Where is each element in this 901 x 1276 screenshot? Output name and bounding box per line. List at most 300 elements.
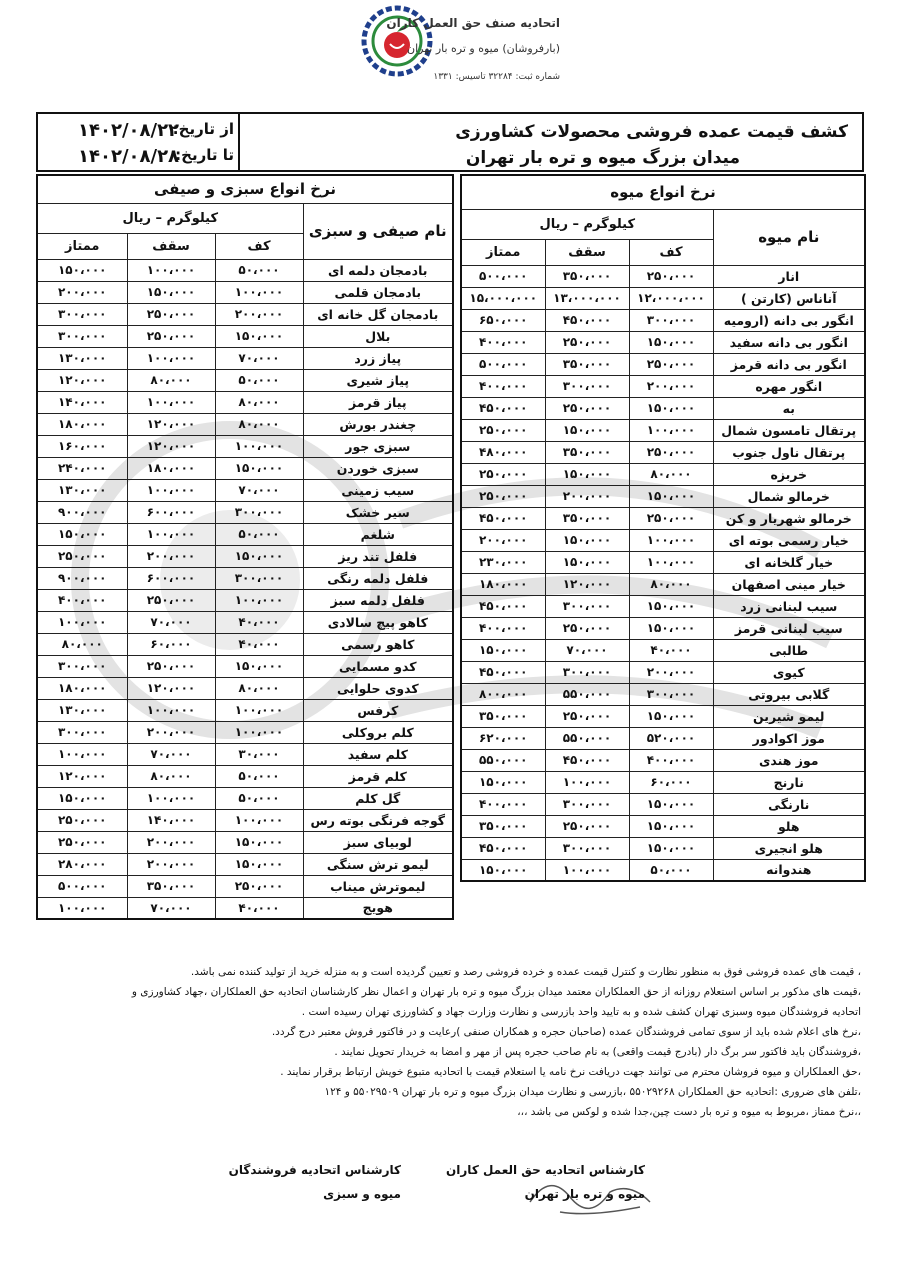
veg-price-max: ۲۵۰،۰۰۰ (127, 303, 215, 325)
fruit-row (461, 397, 865, 419)
veg-row (37, 655, 453, 677)
veg-price-max: ۱۰۰،۰۰۰ (127, 699, 215, 721)
fruit-price-max: ۲۵۰،۰۰۰ (545, 705, 629, 727)
veg-row (37, 281, 453, 303)
fruit-price-premium: ۱۵،۰۰۰،۰۰۰ (461, 287, 545, 309)
veg-price-max: ۶۰،۰۰۰ (127, 633, 215, 655)
fruit-price-min: ۴۰،۰۰۰ (629, 639, 713, 661)
fruit-item-name: انگور بی دانه سفید (713, 331, 865, 353)
veg-price-min: ۵۰،۰۰۰ (215, 523, 303, 545)
fruit-price-min: ۲۵۰،۰۰۰ (629, 441, 713, 463)
fruit-row (461, 419, 865, 441)
veg-col-premium: ممتاز (37, 233, 127, 259)
veg-item-name: هویج (303, 897, 453, 919)
veg-price-min: ۳۰۰،۰۰۰ (215, 501, 303, 523)
fruit-price-max: ۱۰۰،۰۰۰ (545, 771, 629, 793)
fruit-price-premium: ۳۵۰،۰۰۰ (461, 705, 545, 727)
veg-price-min: ۳۰،۰۰۰ (215, 743, 303, 765)
fruit-price-premium: ۱۵۰،۰۰۰ (461, 639, 545, 661)
veg-row (37, 765, 453, 787)
fruit-price-premium: ۴۰۰،۰۰۰ (461, 617, 545, 639)
fruit-price-max: ۲۵۰،۰۰۰ (545, 331, 629, 353)
fruit-item-name: خرمالو شمال (713, 485, 865, 507)
fruit-price-max: ۴۵۰،۰۰۰ (545, 749, 629, 771)
fruit-price-min: ۱۰۰،۰۰۰ (629, 529, 713, 551)
fruit-price-premium: ۳۵۰،۰۰۰ (461, 815, 545, 837)
veg-col-max: سقف (127, 233, 215, 259)
veg-price-max: ۸۰،۰۰۰ (127, 369, 215, 391)
fruit-item-name: خیار مینی اصفهان (713, 573, 865, 595)
veg-row (37, 611, 453, 633)
fruit-price-min: ۸۰،۰۰۰ (629, 463, 713, 485)
veg-price-max: ۱۰۰،۰۰۰ (127, 787, 215, 809)
signature-block-commission-agents (446, 1158, 645, 1206)
veg-row (37, 677, 453, 699)
fruit-price-premium: ۲۰۰،۰۰۰ (461, 529, 545, 551)
fruit-price-max: ۳۰۰،۰۰۰ (545, 661, 629, 683)
org-name: اتحادیه صنف حق العمل کاران (386, 16, 560, 30)
fruit-item-name: هندوانه (713, 859, 865, 881)
veg-price-max: ۷۰،۰۰۰ (127, 743, 215, 765)
fruit-item-name: آناناس (کارتن ) (713, 287, 865, 309)
veg-price-min: ۲۰۰،۰۰۰ (215, 303, 303, 325)
veg-item-name: چغندر بورش (303, 413, 453, 435)
fruit-row (461, 331, 865, 353)
title-box (36, 112, 864, 172)
fruit-row (461, 705, 865, 727)
veg-row (37, 743, 453, 765)
veg-row (37, 699, 453, 721)
fruit-section-title: نرخ انواع میوه (461, 175, 865, 209)
signature-title: کارشناس اتحادیه فروشندگان (228, 1163, 401, 1177)
veg-col-min: کف (215, 233, 303, 259)
veg-price-max: ۱۵۰،۰۰۰ (127, 281, 215, 303)
veg-row (37, 501, 453, 523)
veg-price-max: ۱۰۰،۰۰۰ (127, 479, 215, 501)
fruit-price-max: ۳۰۰،۰۰۰ (545, 595, 629, 617)
date-to-row (48, 146, 234, 170)
fruit-price-min: ۱۵۰،۰۰۰ (629, 815, 713, 837)
veg-section-title: نرخ انواع سبزی و صیفی (37, 175, 453, 203)
fruit-price-max: ۱۵۰،۰۰۰ (545, 419, 629, 441)
fruit-row (461, 793, 865, 815)
fruit-item-name: انگور بی دانه (ارومیه (713, 309, 865, 331)
veg-item-name: کاهو پیچ سالادی (303, 611, 453, 633)
veg-price-premium: ۱۰۰،۰۰۰ (37, 611, 127, 633)
veg-price-premium: ۹۰۰،۰۰۰ (37, 567, 127, 589)
fruit-row (461, 749, 865, 771)
veg-item-name: بادمجان گل خانه ای (303, 303, 453, 325)
veg-price-premium: ۱۴۰،۰۰۰ (37, 391, 127, 413)
veg-price-max: ۲۰۰،۰۰۰ (127, 721, 215, 743)
fruit-item-name: خرمالو شهریار و کن (713, 507, 865, 529)
veg-item-name: پیاز قرمز (303, 391, 453, 413)
fruit-price-max: ۱۲۰،۰۰۰ (545, 573, 629, 595)
veg-item-name: لیموترش میناب (303, 875, 453, 897)
fruit-item-name: انگور بی دانه قرمز (713, 353, 865, 375)
fruit-price-min: ۳۰۰،۰۰۰ (629, 683, 713, 705)
org-header (360, 4, 560, 96)
veg-price-max: ۲۵۰،۰۰۰ (127, 589, 215, 611)
fruit-price-premium: ۴۵۰،۰۰۰ (461, 837, 545, 859)
fruit-row (461, 573, 865, 595)
veg-price-max: ۱۰۰،۰۰۰ (127, 259, 215, 281)
veg-price-min: ۵۰،۰۰۰ (215, 787, 303, 809)
veg-row (37, 853, 453, 875)
veg-price-min: ۱۰۰،۰۰۰ (215, 721, 303, 743)
fruit-item-name: خیار رسمی بوته ای (713, 529, 865, 551)
veg-price-min: ۷۰،۰۰۰ (215, 479, 303, 501)
fruit-price-premium: ۴۵۰،۰۰۰ (461, 397, 545, 419)
fruit-price-max: ۱۵۰،۰۰۰ (545, 463, 629, 485)
veg-price-premium: ۹۰۰،۰۰۰ (37, 501, 127, 523)
fruit-price-min: ۱۵۰،۰۰۰ (629, 397, 713, 419)
fruit-price-premium: ۴۰۰،۰۰۰ (461, 375, 545, 397)
veg-price-max: ۱۲۰،۰۰۰ (127, 435, 215, 457)
veg-row (37, 479, 453, 501)
fruit-price-max: ۴۵۰،۰۰۰ (545, 309, 629, 331)
veg-price-min: ۱۵۰،۰۰۰ (215, 655, 303, 677)
fruit-price-max: ۳۵۰،۰۰۰ (545, 265, 629, 287)
veg-price-max: ۱۰۰،۰۰۰ (127, 391, 215, 413)
fruit-item-name: پرتقال ناول جنوب (713, 441, 865, 463)
fruit-price-premium: ۶۵۰،۰۰۰ (461, 309, 545, 331)
fruit-price-max: ۱۵۰،۰۰۰ (545, 551, 629, 573)
veg-price-min: ۱۵۰،۰۰۰ (215, 853, 303, 875)
fruit-row (461, 529, 865, 551)
veg-price-premium: ۱۳۰،۰۰۰ (37, 699, 127, 721)
fruit-price-min: ۸۰،۰۰۰ (629, 573, 713, 595)
veg-row (37, 589, 453, 611)
veg-price-max: ۲۵۰،۰۰۰ (127, 655, 215, 677)
fruit-price-min: ۳۰۰،۰۰۰ (629, 309, 713, 331)
veg-row (37, 633, 453, 655)
veg-price-max: ۷۰،۰۰۰ (127, 897, 215, 919)
veg-row (37, 545, 453, 567)
fruit-row (461, 507, 865, 529)
veg-price-premium: ۱۳۰،۰۰۰ (37, 347, 127, 369)
veg-price-premium: ۱۶۰،۰۰۰ (37, 435, 127, 457)
fruit-price-premium: ۲۵۰،۰۰۰ (461, 463, 545, 485)
veg-row (37, 259, 453, 281)
fruit-price-max: ۵۵۰،۰۰۰ (545, 727, 629, 749)
fruit-price-min: ۱۵۰،۰۰۰ (629, 705, 713, 727)
fruit-price-max: ۵۵۰،۰۰۰ (545, 683, 629, 705)
veg-item-name: کلم قرمز (303, 765, 453, 787)
fruit-price-max: ۲۵۰،۰۰۰ (545, 397, 629, 419)
fruit-price-max: ۳۰۰،۰۰۰ (545, 837, 629, 859)
veg-price-min: ۵۰،۰۰۰ (215, 765, 303, 787)
fruit-price-premium: ۱۵۰،۰۰۰ (461, 771, 545, 793)
fruit-price-min: ۱۵۰،۰۰۰ (629, 485, 713, 507)
date-to-value: ۱۴۰۲/۰۸/۲۸ (78, 146, 180, 167)
veg-item-name: بادمجان قلمی (303, 281, 453, 303)
fruit-price-premium: ۲۳۰،۰۰۰ (461, 551, 545, 573)
fruit-price-min: ۴۰۰،۰۰۰ (629, 749, 713, 771)
fruit-price-premium: ۵۰۰،۰۰۰ (461, 353, 545, 375)
fruit-item-name: پرتقال تامسون شمال (713, 419, 865, 441)
veg-row (37, 347, 453, 369)
veg-price-max: ۱۰۰،۰۰۰ (127, 523, 215, 545)
org-subtitle: (بارفروشان) میوه و تره بار تهران (406, 42, 560, 55)
fruit-item-name: سیب لبنانی زرد (713, 595, 865, 617)
veg-item-name: پیاز زرد (303, 347, 453, 369)
notes-section (31, 962, 861, 1122)
veg-item-name: کدوی حلوایی (303, 677, 453, 699)
veg-item-name: کاهو رسمی (303, 633, 453, 655)
fruit-row (461, 551, 865, 573)
fruit-row (461, 463, 865, 485)
veg-name-header: نام صیفی و سبزی (303, 203, 453, 259)
fruit-price-min: ۱۵۰،۰۰۰ (629, 837, 713, 859)
fruit-row (461, 727, 865, 749)
veg-price-min: ۱۰۰،۰۰۰ (215, 809, 303, 831)
note-line: ،نرخ های اعلام شده باید از سوی تمامی فروشندگان عمده (صاحبان حجره و همکاران صنفی )رعایت و در فاکتور فروش معتبر درج گردد. (271, 1026, 861, 1038)
fruit-price-premium: ۶۲۰،۰۰۰ (461, 727, 545, 749)
fruit-item-name: کیوی (713, 661, 865, 683)
veg-row (37, 325, 453, 347)
veg-price-premium: ۸۰،۰۰۰ (37, 633, 127, 655)
fruit-price-min: ۵۲۰،۰۰۰ (629, 727, 713, 749)
veg-item-name: پیاز شیری (303, 369, 453, 391)
veg-price-premium: ۲۰۰،۰۰۰ (37, 281, 127, 303)
veg-item-name: بادمجان دلمه ای (303, 259, 453, 281)
veg-price-premium: ۳۰۰،۰۰۰ (37, 721, 127, 743)
veg-row (37, 831, 453, 853)
fruit-price-premium: ۴۰۰،۰۰۰ (461, 793, 545, 815)
fruit-row (461, 661, 865, 683)
fruit-row (461, 639, 865, 661)
veg-price-min: ۱۰۰،۰۰۰ (215, 435, 303, 457)
veg-price-max: ۱۴۰،۰۰۰ (127, 809, 215, 831)
veg-item-name: سیب زمینی (303, 479, 453, 501)
fruit-item-name: موز هندی (713, 749, 865, 771)
veg-row (37, 721, 453, 743)
fruit-row (461, 595, 865, 617)
veg-row (37, 303, 453, 325)
veg-price-min: ۴۰،۰۰۰ (215, 633, 303, 655)
veg-item-name: لیمو ترش سنگی (303, 853, 453, 875)
veg-price-premium: ۲۵۰،۰۰۰ (37, 809, 127, 831)
date-from-row (48, 120, 234, 144)
veg-price-min: ۴۰،۰۰۰ (215, 611, 303, 633)
fruit-price-premium: ۵۰۰،۰۰۰ (461, 265, 545, 287)
veg-price-max: ۱۰۰،۰۰۰ (127, 347, 215, 369)
fruit-price-max: ۱۰۰،۰۰۰ (545, 859, 629, 881)
veg-item-name: فلفل تند ریز (303, 545, 453, 567)
veg-row (37, 413, 453, 435)
fruit-row (461, 309, 865, 331)
veg-price-min: ۳۰۰،۰۰۰ (215, 567, 303, 589)
fruit-row (461, 265, 865, 287)
fruit-price-premium: ۴۰۰،۰۰۰ (461, 331, 545, 353)
note-line: ،تلفن های ضروری :اتحادیه حق العملکاران ۵۵۰۲۹۲۶۸ ،بازرسی و نظارت میدان بزرگ میوه و تره بار تهران ۵۵۰۲۹۵۰۹ و ۱۲۴ (324, 1086, 861, 1098)
veg-price-premium: ۱۰۰،۰۰۰ (37, 743, 127, 765)
note-line: ،فروشندگان باید فاکتور سر برگ دار (بادرج قیمت واقعی) به نام صاحب حجره پس از مهر و امضا به خریدار تحویل نمایند . (334, 1046, 861, 1058)
fruit-item-name: خربزه (713, 463, 865, 485)
fruit-unit-header: کیلوگرم – ریال (461, 209, 713, 239)
fruit-col-premium: ممتاز (461, 239, 545, 265)
vegetable-price-table (36, 174, 454, 920)
veg-price-premium: ۳۰۰،۰۰۰ (37, 655, 127, 677)
veg-unit-header: کیلوگرم – ریال (37, 203, 303, 233)
veg-item-name: فلفل دلمه رنگی (303, 567, 453, 589)
veg-price-min: ۸۰،۰۰۰ (215, 413, 303, 435)
veg-price-min: ۵۰،۰۰۰ (215, 369, 303, 391)
veg-price-premium: ۱۲۰،۰۰۰ (37, 369, 127, 391)
veg-row (37, 897, 453, 919)
fruit-item-name: طالبی (713, 639, 865, 661)
fruit-row (461, 485, 865, 507)
veg-price-premium: ۲۵۰،۰۰۰ (37, 831, 127, 853)
veg-price-max: ۲۰۰،۰۰۰ (127, 831, 215, 853)
fruit-item-name: سیب لبنانی قرمز (713, 617, 865, 639)
veg-price-min: ۱۰۰،۰۰۰ (215, 281, 303, 303)
veg-price-min: ۱۰۰،۰۰۰ (215, 699, 303, 721)
veg-price-premium: ۱۳۰،۰۰۰ (37, 479, 127, 501)
fruit-price-max: ۱۵۰،۰۰۰ (545, 529, 629, 551)
veg-price-premium: ۱۵۰،۰۰۰ (37, 523, 127, 545)
veg-price-max: ۸۰،۰۰۰ (127, 765, 215, 787)
fruit-price-min: ۲۵۰،۰۰۰ (629, 507, 713, 529)
fruit-item-name: به (713, 397, 865, 419)
veg-row (37, 567, 453, 589)
veg-price-premium: ۳۰۰،۰۰۰ (37, 325, 127, 347)
fruit-price-min: ۱۰۰،۰۰۰ (629, 551, 713, 573)
fruit-price-premium: ۴۵۰،۰۰۰ (461, 661, 545, 683)
veg-row (37, 875, 453, 897)
veg-price-min: ۱۵۰،۰۰۰ (215, 325, 303, 347)
veg-price-premium: ۲۸۰،۰۰۰ (37, 853, 127, 875)
veg-price-min: ۱۵۰،۰۰۰ (215, 831, 303, 853)
veg-item-name: لوبیای سبز (303, 831, 453, 853)
fruit-item-name: هلو (713, 815, 865, 837)
fruit-col-max: سقف (545, 239, 629, 265)
veg-price-max: ۱۸۰،۰۰۰ (127, 457, 215, 479)
signature-title: کارشناس اتحادیه حق العمل کاران (446, 1163, 645, 1177)
fruit-row (461, 617, 865, 639)
veg-price-max: ۶۰۰،۰۰۰ (127, 501, 215, 523)
fruit-price-max: ۲۵۰،۰۰۰ (545, 617, 629, 639)
fruit-price-min: ۲۵۰،۰۰۰ (629, 265, 713, 287)
fruit-price-max: ۱۳،۰۰۰،۰۰۰ (545, 287, 629, 309)
fruit-price-min: ۱۵۰،۰۰۰ (629, 595, 713, 617)
fruit-price-min: ۱۵۰،۰۰۰ (629, 793, 713, 815)
fruit-price-max: ۲۵۰،۰۰۰ (545, 815, 629, 837)
fruit-price-min: ۱۰۰،۰۰۰ (629, 419, 713, 441)
veg-row (37, 523, 453, 545)
fruit-price-table (460, 174, 866, 882)
fruit-price-premium: ۴۵۰،۰۰۰ (461, 507, 545, 529)
date-from-value: ۱۴۰۲/۰۸/۲۲ (78, 120, 180, 141)
veg-price-min: ۷۰،۰۰۰ (215, 347, 303, 369)
fruit-price-min: ۱۲،۰۰۰،۰۰۰ (629, 287, 713, 309)
fruit-row (461, 683, 865, 705)
signature-block-sellers (229, 1158, 401, 1206)
fruit-price-max: ۳۵۰،۰۰۰ (545, 441, 629, 463)
fruit-price-premium: ۵۵۰،۰۰۰ (461, 749, 545, 771)
veg-item-name: سیر خشک (303, 501, 453, 523)
fruit-item-name: نارنج (713, 771, 865, 793)
signature-subtitle: میوه و تره بار تهران (524, 1187, 645, 1201)
fruit-price-min: ۲۰۰،۰۰۰ (629, 375, 713, 397)
veg-price-premium: ۳۰۰،۰۰۰ (37, 303, 127, 325)
fruit-price-max: ۳۵۰،۰۰۰ (545, 507, 629, 529)
veg-price-min: ۱۵۰،۰۰۰ (215, 545, 303, 567)
fruit-price-max: ۷۰،۰۰۰ (545, 639, 629, 661)
note-line: اتحادیه فروشندگان میوه وسبزی تهران کشف شده و به تایید واحد بازرسی و نظارت وزارت جهاد و کشاورزی تهران رسیده است . (301, 1006, 861, 1018)
veg-price-premium: ۱۵۰،۰۰۰ (37, 787, 127, 809)
veg-row (37, 787, 453, 809)
fruit-item-name: انگور مهره (713, 375, 865, 397)
veg-price-max: ۶۰۰،۰۰۰ (127, 567, 215, 589)
fruit-col-min: کف (629, 239, 713, 265)
veg-price-min: ۸۰،۰۰۰ (215, 677, 303, 699)
veg-item-name: گل کلم (303, 787, 453, 809)
veg-row (37, 391, 453, 413)
fruit-price-premium: ۲۵۰،۰۰۰ (461, 419, 545, 441)
fruit-item-name: لیمو شیرین (713, 705, 865, 727)
fruit-row (461, 441, 865, 463)
note-line: ،،نرخ ممتاز ،مربوط به میوه و تره بار دست چین،جدا شده و لوکس می باشد ،،، (517, 1106, 861, 1118)
note-line: ،حق العملکاران و میوه فروشان محترم می توانند جهت دریافت نرخ نامه یا استعلام قیمت با اتحادیه متبوع خویش ارتباط برقرار نمایند . (280, 1066, 861, 1078)
veg-price-max: ۷۰،۰۰۰ (127, 611, 215, 633)
fruit-row (461, 287, 865, 309)
fruit-item-name: گلابی بیروتی (713, 683, 865, 705)
veg-item-name: کلم بروکلی (303, 721, 453, 743)
fruit-price-min: ۶۰،۰۰۰ (629, 771, 713, 793)
fruit-item-name: موز اکوادور (713, 727, 865, 749)
signature-subtitle: میوه و سبزی (323, 1187, 401, 1201)
veg-item-name: شلغم (303, 523, 453, 545)
veg-price-max: ۱۲۰،۰۰۰ (127, 677, 215, 699)
veg-item-name: بلال (303, 325, 453, 347)
veg-price-max: ۲۰۰،۰۰۰ (127, 853, 215, 875)
veg-row (37, 369, 453, 391)
veg-price-premium: ۱۵۰،۰۰۰ (37, 259, 127, 281)
fruit-price-premium: ۱۸۰،۰۰۰ (461, 573, 545, 595)
fruit-price-max: ۳۵۰،۰۰۰ (545, 353, 629, 375)
veg-row (37, 457, 453, 479)
veg-price-min: ۸۰،۰۰۰ (215, 391, 303, 413)
veg-price-premium: ۲۵۰،۰۰۰ (37, 545, 127, 567)
veg-row (37, 809, 453, 831)
fruit-price-premium: ۱۵۰،۰۰۰ (461, 859, 545, 881)
note-line: ،قیمت های مذکور بر اساس استعلام روزانه از حق العملکاران معتمد میدان بزرگ میوه و تره بار تهران و اعمال نظر کارشناسان اتحادیه حق العملکاران ،جهاد کشاورزی و (131, 986, 861, 998)
veg-item-name: کدو مسمایی (303, 655, 453, 677)
fruit-price-min: ۲۵۰،۰۰۰ (629, 353, 713, 375)
fruit-price-min: ۵۰،۰۰۰ (629, 859, 713, 881)
veg-row (37, 435, 453, 457)
fruit-item-name: انار (713, 265, 865, 287)
veg-price-premium: ۱۸۰،۰۰۰ (37, 413, 127, 435)
fruit-price-max: ۳۰۰،۰۰۰ (545, 375, 629, 397)
fruit-price-premium: ۴۸۰،۰۰۰ (461, 441, 545, 463)
note-line: ، قیمت های عمده فروشی فوق به منظور نظارت و کنترل قیمت عمده و خرده فروشی رصد و تعیین گردیده است و به منزله خرید از تولید کننده نمی باشد. (190, 966, 861, 978)
fruit-price-min: ۲۰۰،۰۰۰ (629, 661, 713, 683)
fruit-price-premium: ۸۰۰،۰۰۰ (461, 683, 545, 705)
veg-price-max: ۲۰۰،۰۰۰ (127, 545, 215, 567)
veg-item-name: سبزی جور (303, 435, 453, 457)
veg-item-name: سبزی خوردن (303, 457, 453, 479)
veg-item-name: گوجه فرنگی بوته رس (303, 809, 453, 831)
veg-price-min: ۴۰،۰۰۰ (215, 897, 303, 919)
title-divider (238, 114, 240, 170)
fruit-row (461, 859, 865, 881)
veg-price-max: ۲۵۰،۰۰۰ (127, 325, 215, 347)
document-title: کشف قیمت عمده فروشی محصولات کشاورزی (455, 122, 848, 142)
veg-price-premium: ۵۰۰،۰۰۰ (37, 875, 127, 897)
